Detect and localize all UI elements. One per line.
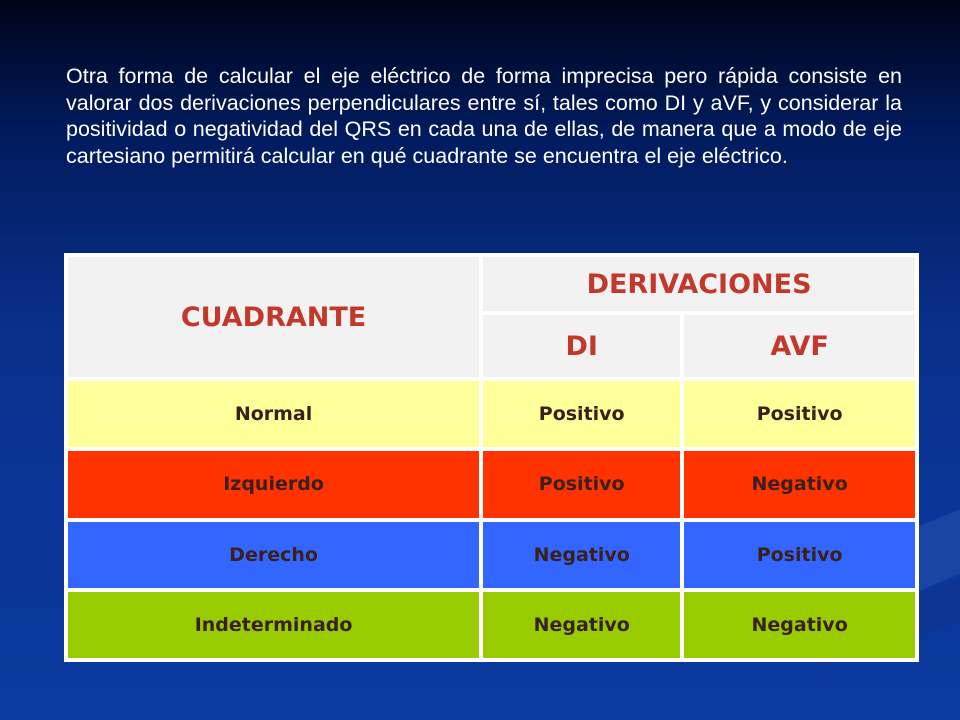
row-cuadrante: Indeterminado [68,592,479,658]
row-avf: Positivo [684,381,915,447]
header-di: DI [483,315,680,377]
row-cuadrante: Derecho [68,522,479,588]
quadrant-table-grid [64,253,919,662]
table-row [68,451,915,517]
header-avf: AVF [684,315,915,377]
row-avf: Negativo [684,592,915,658]
table-row [68,522,915,588]
row-avf: Negativo [684,451,915,517]
quadrant-table [64,253,919,662]
row-di: Positivo [483,381,680,447]
header-derivaciones: DERIVACIONES [483,257,915,311]
row-di: Positivo [483,451,680,517]
row-di: Negativo [483,592,680,658]
row-cuadrante: Normal [68,381,479,447]
row-cuadrante: Izquierdo [68,451,479,517]
row-avf: Positivo [684,522,915,588]
intro-paragraph: Otra forma de calcular el eje eléctrico de forma imprecisa pero rápida consiste en valorar dos derivaciones perpendiculares entre sí, tales como DI y aVF, y considerar la positividad o negatividad del QRS en cada una de ellas, de manera que a modo de eje cartesiano permitirá calcular en qué cuadrante se encuentra el eje eléctrico. [66,64,902,168]
table-row [68,592,915,658]
header-cuadrante: CUADRANTE [68,257,479,377]
row-di: Negativo [483,522,680,588]
table-row [68,381,915,447]
